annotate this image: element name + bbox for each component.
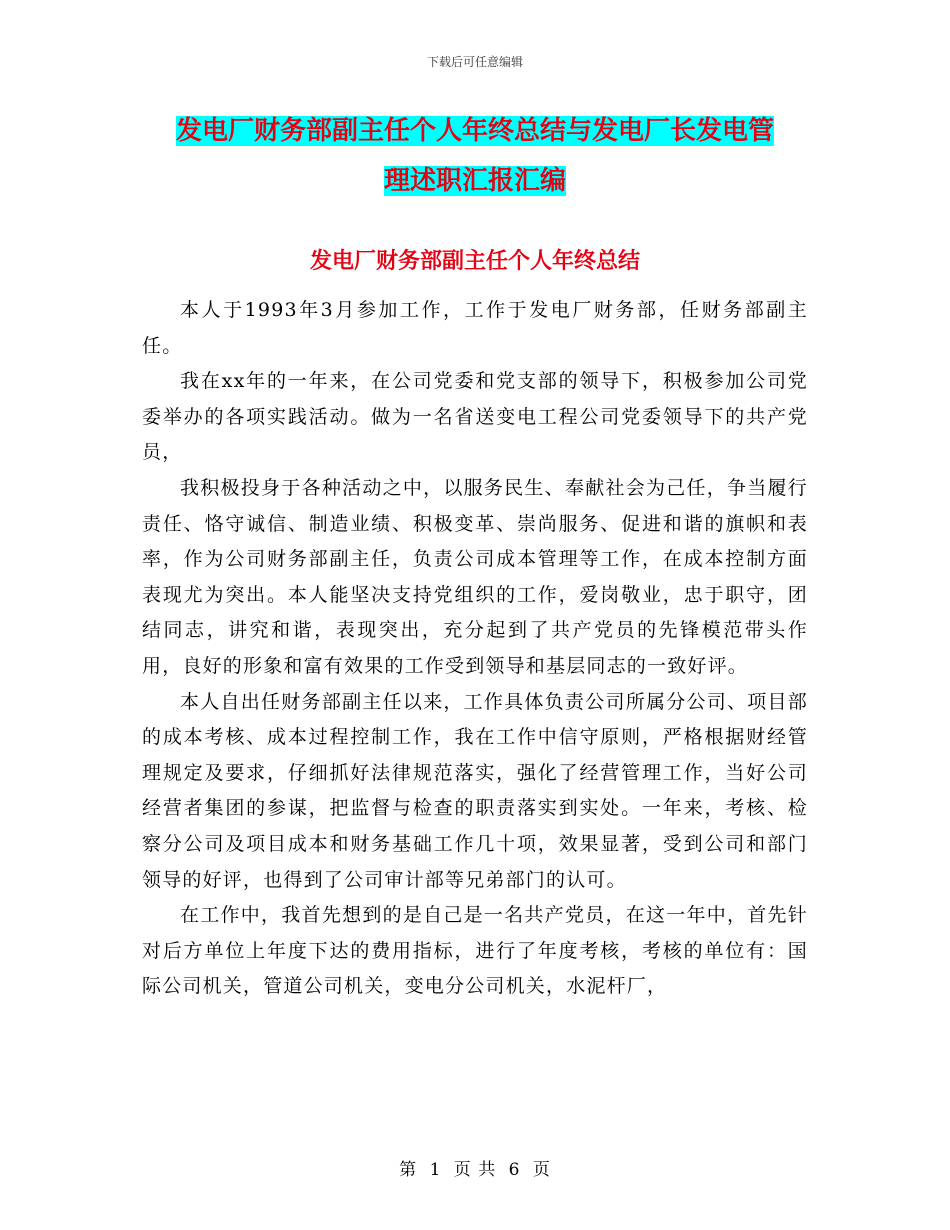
body-text — [142, 293, 808, 1005]
footer-prefix: 第 — [399, 1160, 418, 1180]
page-number: 1 — [429, 1160, 442, 1180]
paragraph: 我在xx年的一年来，在公司党委和党支部的领导下，积极参加公司党委举办的各项实践活动。做为一名省送变电工程公司党委领导下的共产党员， — [142, 370, 808, 464]
page-footer — [0, 1155, 950, 1180]
document-title — [140, 106, 810, 206]
title-line-1: 发电厂财务部副主任个人年终总结与发电厂长发电管 — [175, 116, 774, 146]
footer-middle: 页 共 — [453, 1160, 497, 1180]
total-pages: 6 — [508, 1160, 521, 1180]
header-note: 下载后可任意编辑 — [426, 55, 523, 69]
paragraph: 在工作中，我首先想到的是自己是一名共产党员，在这一年中，首先针对后方单位上年度下达的费用指标，进行了年度考核，考核的单位有：国际公司机关，管道公司机关，变电分公司机关，水泥杆厂， — [142, 904, 808, 998]
paragraph: 本人于1993年3月参加工作，工作于发电厂财务部，任财务部副主任。 — [142, 299, 808, 357]
title-line-2: 理述职汇报汇编 — [383, 166, 566, 196]
footer-suffix: 页 — [532, 1160, 551, 1180]
paragraph: 我积极投身于各种活动之中，以服务民生、奉献社会为己任，争当履行责任、恪守诚信、制造业绩、积极变革、崇尚服务、促进和谐的旗帜和表率，作为公司财务部副主任，负责公司成本管理等工作，在成本控制方面表现尤为突出。本人能坚决支持党组织的工作，爱岗敬业，忠于职守，团结同志，讲究和谐，表现突出，充分起到了共产党员的先锋模范带头作用，良好的形象和富有效果的工作受到领导和基层同志的一致好评。 — [142, 476, 808, 677]
section-title: 发电厂财务部副主任个人年终总结 — [309, 248, 640, 274]
paragraph: 本人自出任财务部副主任以来，工作具体负责公司所属分公司、项目部的成本考核、成本过程控制工作，我在工作中信守原则，严格根据财经管理规定及要求，仔细抓好法律规范落实，强化了经营管理工作，当好公司经营者集团的参谋，把监督与检查的职责落实到实处。一年来，考核、检察分公司及项目成本和财务基础工作几十项，效果显著，受到公司和部门领导的好评，也得到了公司审计部等兄弟部门的认可。 — [142, 690, 808, 891]
